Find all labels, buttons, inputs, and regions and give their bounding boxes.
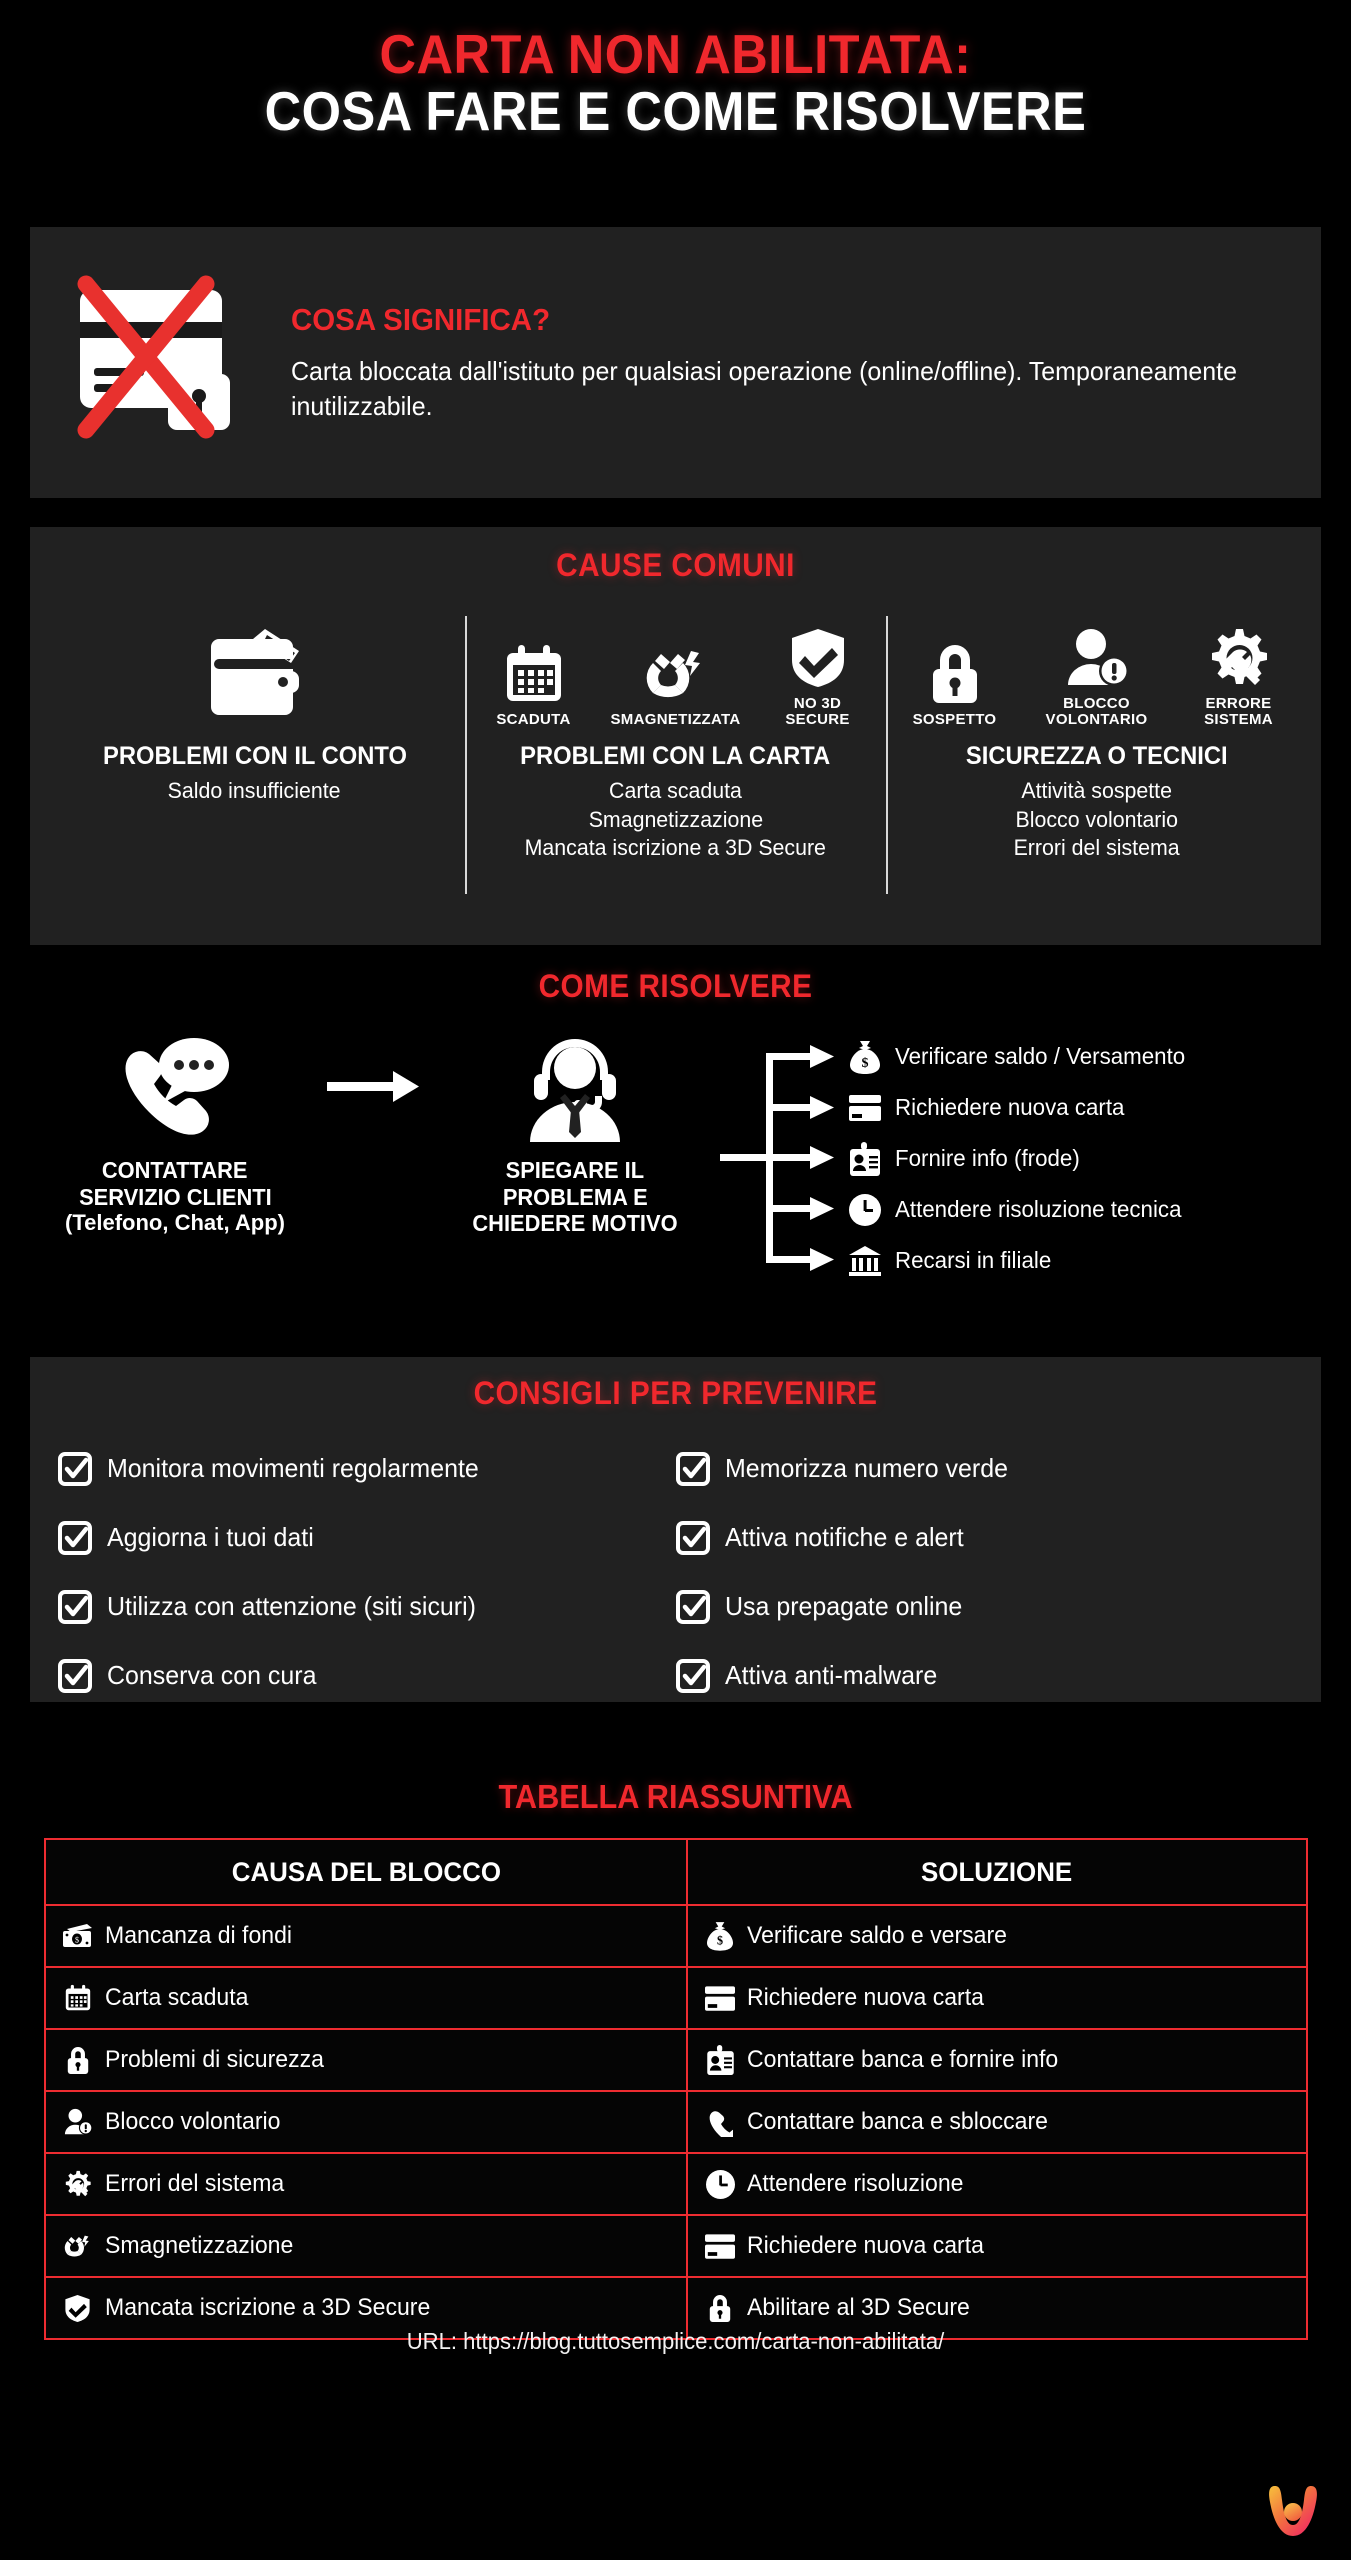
table-cell-text: Problemi di sicurezza [104,2046,324,2073]
tips-grid [30,1434,1321,1710]
cause-heading: PROBLEMI CON IL CONTO [102,742,407,770]
checkbox-checked-icon [58,1590,92,1624]
outcome-item [848,1235,1194,1286]
table-cell-text: Richiedere nuova carta [747,2232,985,2259]
cause-column-card [465,610,886,920]
cause-icon-errore [1181,627,1297,728]
tips-column-left [58,1434,676,1710]
solve-step-label-line2: SERVIZIO CLIENTI [78,1183,272,1210]
solve-step-label-line3: CHIEDERE MOTIVO [472,1210,678,1237]
cause-icon-scaduta [476,643,592,728]
padlock-icon [705,2294,735,2323]
solve-step-explain [430,1031,720,1237]
tip-label: Usa prepagate online [724,1591,962,1621]
brand-u-logo [1267,2482,1319,2540]
tips-title: CONSIGLI PER PREVENIRE [473,1375,878,1411]
cause-icon-row [897,610,1297,728]
outcome-label: Verificare saldo / Versamento [895,1043,1186,1069]
blocked-card-lock-icon [30,270,291,455]
table-cell-text: Contattare banca e fornire info [747,2046,1059,2073]
table-cell-text: Richiedere nuova carta [747,1984,985,2011]
tip-item [58,1503,676,1572]
summary-table [44,1838,1308,2340]
clock-icon [848,1194,882,1226]
cause-line: Saldo insufficiente [168,778,341,803]
page-header [0,0,1351,151]
tip-item [676,1434,1294,1503]
outcome-item [848,1031,1194,1082]
meaning-body: Carta bloccata dall'istituto per qualsiasi operazione (online/offline). Temporaneamente inutilizzabile. [290,356,1237,421]
svg-text:$: $ [861,1055,869,1071]
checkbox-checked-icon [676,1452,710,1486]
tip-label: Aggiorna i tuoi dati [107,1522,314,1552]
padlock-icon [927,643,983,705]
money-bag-icon [848,1040,882,1074]
table-cell-cause [45,2091,688,2153]
tip-label: Attiva anti-malware [724,1660,937,1690]
page-title-line2: COSA FARE E COME RISOLVERE [264,80,1087,143]
table-cell-solution [687,2153,1306,2215]
outcome-item [848,1133,1194,1184]
credit-card-icon [848,1095,882,1121]
gear-wrench-icon [1208,627,1270,689]
cause-line: Smagnetizzazione [588,806,763,832]
outcome-item [848,1184,1194,1235]
cause-line: Carta scaduta [609,778,742,803]
solve-step-label-line1: CONTATTARE [102,1157,248,1183]
cause-icon-caption: ERRORE SISTEMA [1204,694,1273,728]
checkbox-checked-icon [58,1452,92,1486]
user-alert-icon [63,2108,93,2136]
id-badge-icon [705,2045,735,2075]
credit-card-icon [705,2234,735,2259]
table-row [45,1905,1307,1967]
table-row [45,2029,1307,2091]
cause-icon-smagnetizzata [610,643,741,728]
tip-label: Attiva notifiche e alert [724,1522,964,1552]
tip-item [58,1641,676,1710]
tips-card [30,1357,1321,1702]
outcome-item [848,1082,1194,1133]
calendar-icon [503,643,565,705]
cause-heading: SICUREZZA O TECNICI [965,742,1228,770]
table-cell-text: Mancanza di fondi [104,1922,292,1949]
tip-label: Utilizza con attenzione (siti sicuri) [107,1591,476,1621]
table-cell-solution [687,1905,1306,1967]
tip-item [676,1503,1294,1572]
table-cell-cause [45,1905,688,1967]
solve-flow [30,1031,1321,1286]
flow-arrow-icon [320,1031,430,1143]
solve-title: COME RISOLVERE [538,968,813,1004]
tip-label: Monitora movimenti regolarmente [107,1453,479,1483]
clock-icon [705,2170,735,2199]
cause-icon-caption: NO 3D SECURE [785,694,850,728]
table-cell-text: Contattare banca e sbloccare [747,2108,1049,2135]
table-cell-text: Smagnetizzazione [104,2232,293,2259]
cause-line: Mancata iscrizione a 3D Secure [524,835,827,861]
table-cell-text: Verificare saldo e versare [747,1922,1008,1949]
credit-card-icon [705,1986,735,2011]
table-cell-solution [687,2029,1306,2091]
table-row [45,2091,1307,2153]
cause-icon-no3d [760,627,876,728]
bank-icon [848,1246,882,1276]
magnet-icon [645,643,707,705]
headset-agent-icon [516,1031,634,1143]
svg-text:$: $ [74,1935,79,1945]
page-title-line1: CARTA NON ABILITATA: [379,23,972,85]
cause-icon-caption: SMAGNETIZZATA [610,710,741,728]
checkbox-checked-icon [676,1659,710,1693]
table-cell-cause [45,2215,688,2277]
cause-icon-caption: SOSPETTO [912,710,997,728]
table-header-row [45,1839,1307,1905]
banknotes-icon [63,1924,93,1948]
causes-columns [44,610,1307,920]
cause-line: Attività sospette [1021,778,1172,803]
tip-label: Memorizza numero verde [724,1453,1008,1483]
table-cell-text: Errori del sistema [104,2170,284,2197]
magnet-icon [63,2232,93,2260]
solve-step-contact [30,1031,320,1236]
wallet-cash-icon [203,610,307,728]
tip-label: Conserva con cura [107,1660,317,1690]
footer-url: URL: https://blog.tuttosemplice.com/carta-non-abilitata/ [406,2328,945,2354]
outcome-label: Richiedere nuova carta [895,1094,1125,1120]
phone-icon [705,2108,735,2137]
table-row [45,2215,1307,2277]
table-cell-text: Carta scaduta [104,1984,248,2011]
cause-icon-row [476,610,876,728]
table-header-cause: CAUSA DEL BLOCCO [57,1839,674,1905]
solve-step-label-line1: SPIEGARE IL [505,1157,645,1183]
summary-table-title: TABELLA RIASSUNTIVA [498,1778,853,1815]
table-cell-cause [45,2029,688,2091]
table-cell-cause [45,1967,688,2029]
id-badge-icon [848,1142,882,1176]
shield-check-icon [63,2294,93,2323]
checkbox-checked-icon [676,1521,710,1555]
gear-wrench-icon [63,2170,93,2198]
solve-section [30,968,1321,1338]
table-cell-solution [687,1967,1306,2029]
tip-item [676,1572,1294,1641]
cause-icon-caption: SCADUTA [496,710,571,728]
outcome-label: Recarsi in filiale [895,1247,1052,1273]
checkbox-checked-icon [58,1521,92,1555]
cause-line: Blocco volontario [1015,806,1178,832]
causes-card [30,527,1321,945]
checkbox-checked-icon [58,1659,92,1693]
cause-icon-sospetto [897,643,1013,728]
tip-item [58,1572,676,1641]
outcome-label: Attendere risoluzione tecnica [895,1196,1182,1222]
solve-step-label-line3: (Telefono, Chat, App) [65,1210,285,1236]
cause-line: Errori del sistema [1013,835,1180,861]
cause-icon-caption: BLOCCO VOLONTARIO [1045,694,1148,728]
causes-title: CAUSE COMUNI [556,547,795,583]
table-cell-solution [687,2215,1306,2277]
cause-column-security [886,610,1307,920]
table-cell-cause [45,2153,688,2215]
meaning-text-block [291,302,1321,423]
solve-step-label-line2: PROBLEMA E [502,1183,648,1210]
table-cell-text: Attendere risoluzione [747,2170,964,2197]
padlock-icon [63,2046,93,2075]
branch-connector-icon [720,1031,850,1286]
solve-outcomes-list [848,1031,1194,1286]
checkbox-checked-icon [676,1590,710,1624]
cause-heading: PROBLEMI CON LA CARTA [520,742,831,770]
solve-outcomes-branch [720,1031,1321,1286]
user-alert-icon [1064,627,1130,689]
table-cell-text: Mancata iscrizione a 3D Secure [104,2294,430,2321]
phone-chat-icon [111,1031,239,1143]
cause-icon-blocco [1039,627,1155,728]
cause-column-account [44,610,465,920]
meaning-card [30,227,1321,498]
svg-text:$: $ [717,1933,724,1948]
table-cell-solution [687,2091,1306,2153]
meaning-title: COSA SIGNIFICA? [290,302,550,338]
table-cell-text: Abilitare al 3D Secure [747,2294,971,2321]
money-bag-icon [705,1921,735,1951]
table-header-solution: SOLUZIONE [700,1839,1294,1905]
tips-column-right [676,1434,1294,1710]
calendar-icon [63,1984,93,2012]
outcome-label: Fornire info (frode) [895,1145,1080,1171]
table-cell-text: Blocco volontario [104,2108,280,2135]
table-row [45,2153,1307,2215]
tip-item [58,1434,676,1503]
shield-check-icon [789,627,847,689]
tip-item [676,1641,1294,1710]
table-row [45,1967,1307,2029]
summary-table-section [0,1778,1351,2340]
